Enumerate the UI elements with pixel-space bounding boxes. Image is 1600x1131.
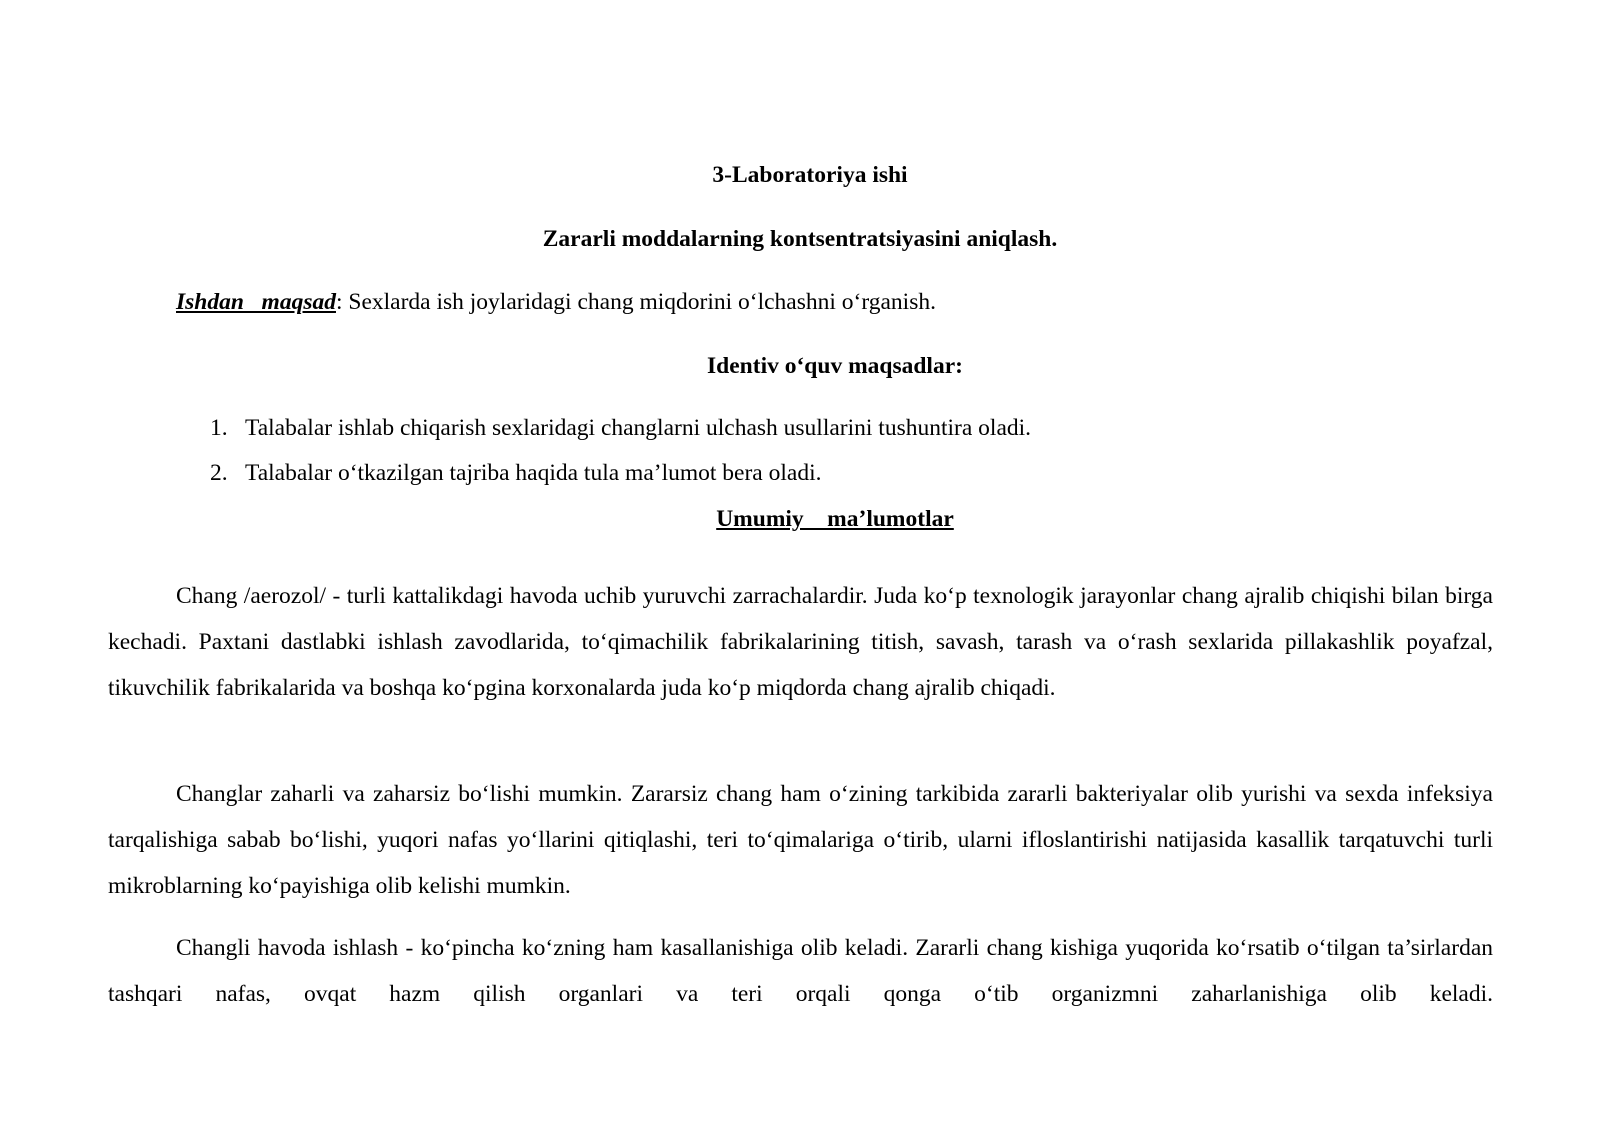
list-number: 2.: [210, 460, 228, 486]
goal-line: [176, 287, 936, 317]
list-text: Talabalar ishlab chiqarish sexlaridagi changlarni ulchash usullarini tushuntira oladi.: [245, 415, 1032, 441]
goal-label: Ishdan maqsad: [176, 289, 336, 315]
list-item: [210, 413, 1031, 443]
list-text: Talabalar o‘tkazilgan tajriba haqida tula ma’lumot bera oladi.: [245, 460, 822, 486]
goal-text: : Sexlarda ish joylaridagi chang miqdorini o‘lchashni o‘rganish.: [335, 289, 936, 315]
list-number: 1.: [210, 415, 228, 441]
paragraph: Chang /aerozol/ - turli kattalikdagi havoda uchib yuruvchi zarrachalardir. Juda ko‘p texnologik jarayonlar chang ajralib chiqishi bilan birga kechadi. Paxtani dastlabki ishlash zavodlarida, to‘qimachilik fabrikalarining titish, savash, tarash va o‘rash sexlarida pillakashlik poyafzal, tikuvchilik fabrikalarida va boshqa ko‘pgina korxonalarda juda ko‘p miqdorda chang ajralib chiqadi.: [108, 583, 1493, 701]
lab-title: 3-Laboratoriya ishi: [712, 162, 908, 188]
topic-title: Zararli moddalarning kontsentratsiyasini aniqlash.: [542, 226, 1058, 252]
list-item: [210, 458, 821, 488]
paragraph: Changli havoda ishlash - ko‘pincha ko‘zning ham kasallanishiga olib keladi. Zararli chang kishiga yuqorida ko‘rsatib o‘tilgan ta’sirlardan tashqari nafas, ovqat hazm qilish organlari va teri orqali qonga o‘tib organizmni zaharlanishiga olib keladi.: [108, 935, 1493, 1007]
paragraph: Changlar zaharli va zaharsiz bo‘lishi mumkin. Zararsiz chang ham o‘zining tarkibida zararli bakteriyalar olib yurishi va sexda infeksiya tarqalishiga sabab bo‘lishi, yuqori nafas yo‘llarini qitiqlashi, teri to‘qimalariga o‘tirib, ularni ifloslantirishi natijasida kasallik tarqatuvchi turli mikroblarning ko‘payishiga olib kelishi mumkin.: [108, 781, 1493, 899]
general-info-heading: Umumiy ma’lumotlar: [716, 506, 954, 532]
objectives-heading: Identiv o‘quv maqsadlar:: [707, 353, 963, 379]
